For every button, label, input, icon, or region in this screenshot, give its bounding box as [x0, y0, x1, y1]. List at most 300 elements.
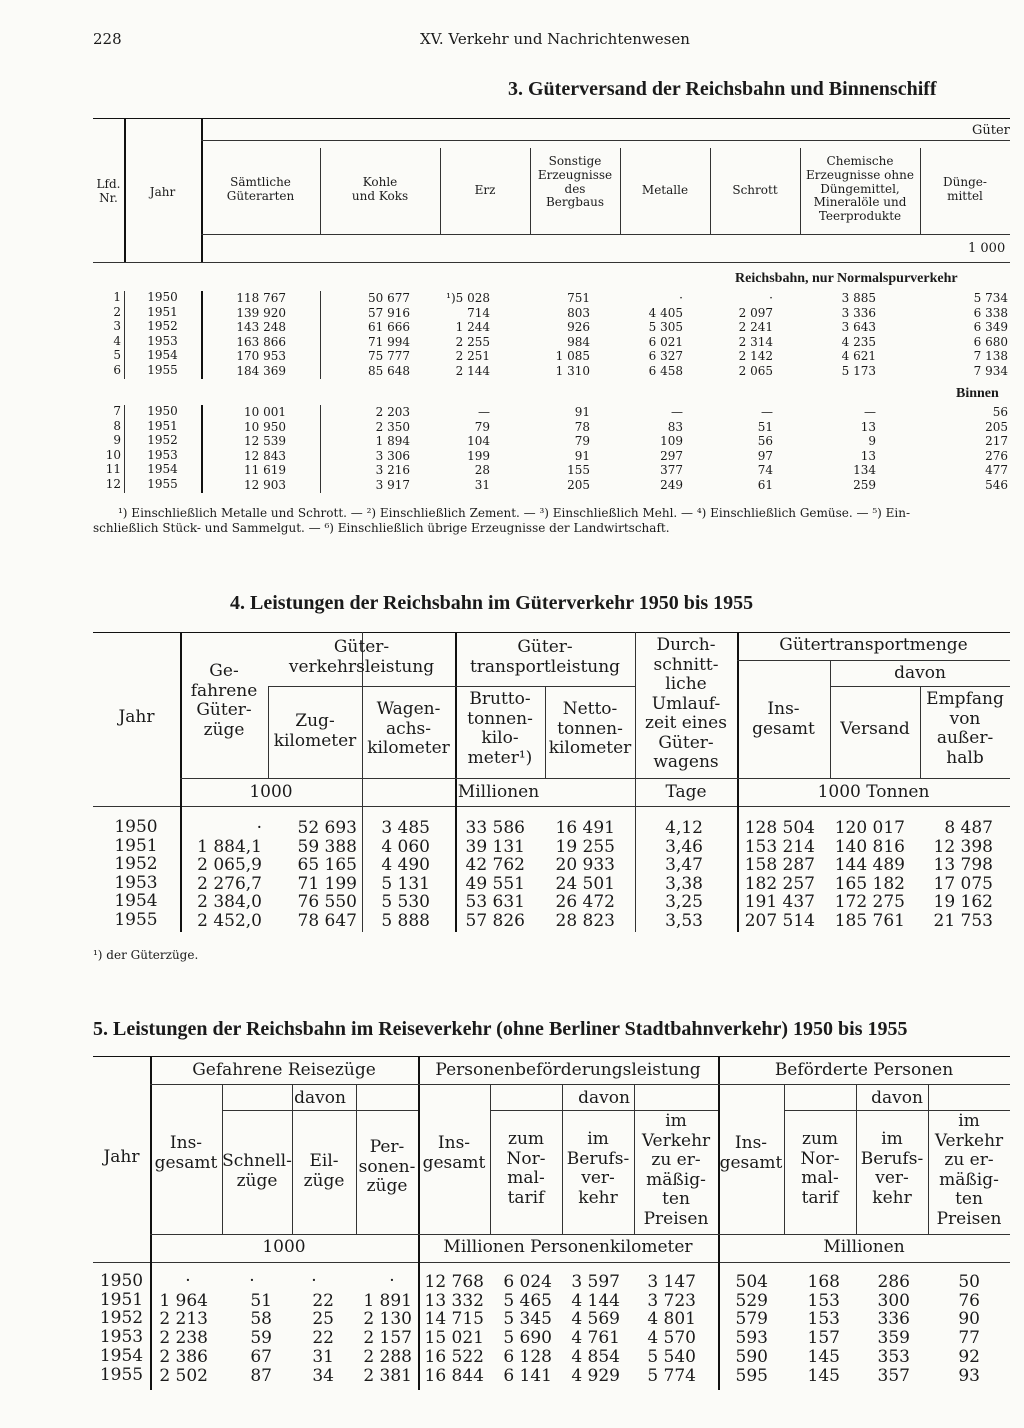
data-cell: 2 130: [363, 1309, 412, 1330]
header-c8: Dünge- mittel: [943, 175, 987, 203]
data-cell: 3,38: [665, 873, 703, 894]
header-normal-3: zum Nor- mal- tarif: [800, 1129, 840, 1208]
rule: [201, 140, 1010, 141]
data-cell: 170 953: [236, 349, 286, 364]
data-cell: 6 021: [648, 334, 683, 349]
data-cell: 595: [735, 1365, 768, 1386]
data-cell: 2 241: [738, 320, 773, 335]
data-cell: 2 251: [455, 349, 490, 364]
data-cell: 144 489: [834, 855, 905, 875]
data-cell: 56: [992, 405, 1008, 419]
header-lfd: Lfd. Nr.: [96, 177, 121, 205]
data-cell: —: [864, 405, 876, 419]
rule: [201, 234, 1010, 235]
data-cell: 16 522: [424, 1346, 484, 1367]
header-c5: Metalle: [641, 183, 689, 197]
data-cell: 3 336: [841, 305, 876, 320]
data-cell: 78 647: [297, 910, 357, 931]
data-cell: 12 903: [244, 478, 286, 492]
data-cell: 59: [250, 1328, 272, 1349]
data-cell: 6 458: [648, 364, 683, 378]
data-cell: —: [478, 405, 490, 419]
row-year: 1951: [114, 835, 158, 856]
row-year: 1955: [147, 477, 178, 491]
data-cell: —: [761, 405, 773, 419]
data-cell: 1 964: [159, 1290, 208, 1311]
row-year: 1954: [114, 891, 158, 911]
data-cell: 217: [985, 434, 1008, 449]
column-divider: [737, 632, 739, 932]
data-cell: 153: [807, 1290, 840, 1311]
data-cell: 76: [958, 1290, 980, 1311]
data-cell: 26 472: [555, 892, 615, 912]
data-cell: ¹)5 028: [446, 291, 490, 305]
header-ermaess-2: im Verkehr zu er- mäßig- ten Preisen: [641, 1111, 711, 1229]
data-cell: 5 530: [381, 892, 430, 912]
row-year: 1950: [147, 404, 178, 418]
data-cell: 51: [757, 419, 773, 434]
header-insg: Ins- gesamt: [752, 699, 815, 739]
footnote: ¹) der Güterzüge.: [93, 948, 199, 962]
rule: [222, 1110, 418, 1111]
data-cell: 91: [574, 448, 590, 463]
header-c7: Chemische Erzeugnisse ohne Düngemittel, Mineralöle und Teerprodukte: [806, 154, 914, 224]
group-header-gueter: Güter: [972, 123, 1010, 138]
row-year: 1952: [99, 1308, 144, 1329]
header-insg-3: Ins- gesamt: [719, 1133, 783, 1173]
data-cell: 3 917: [375, 478, 410, 492]
data-cell: 590: [735, 1346, 768, 1367]
header-insg-1: Ins- gesamt: [154, 1133, 218, 1173]
unit-tage: Tage: [665, 782, 707, 802]
data-cell: 3 723: [647, 1290, 696, 1311]
header-zugkm: Zug- kilometer: [273, 711, 357, 751]
data-cell: 1 884,1: [197, 836, 262, 857]
data-cell: 353: [877, 1346, 910, 1367]
row-lfd: 8: [113, 418, 121, 433]
header-schnell: Schnell- züge: [222, 1151, 292, 1191]
row-year: 1955: [147, 363, 178, 377]
rule: [150, 1084, 1010, 1085]
header-ermaess-3: im Verkehr zu er- mäßig- ten Preisen: [934, 1111, 1004, 1229]
data-cell: 2 157: [363, 1328, 412, 1349]
data-cell: 97: [757, 448, 773, 463]
data-cell: 1 310: [555, 364, 590, 378]
data-cell: 5 345: [503, 1309, 552, 1330]
rule: [93, 632, 1010, 633]
data-cell: 22: [312, 1290, 334, 1311]
data-cell: 336: [877, 1309, 910, 1330]
data-cell: 4 929: [571, 1365, 620, 1386]
data-cell: 3 147: [647, 1272, 696, 1292]
column-divider: [201, 405, 203, 493]
unit-1000: 1000: [262, 1237, 306, 1257]
data-cell: 3,53: [665, 910, 703, 931]
data-cell: 168: [807, 1272, 840, 1292]
row-lfd: 11: [105, 462, 121, 477]
data-cell: 1 085: [555, 349, 590, 364]
data-cell: 12 843: [244, 448, 286, 463]
row-year: 1955: [99, 1364, 144, 1385]
data-cell: 5 888: [381, 910, 430, 931]
header-jahr: Jahr: [149, 185, 176, 199]
data-cell: 51: [250, 1290, 272, 1311]
data-cell: 67: [250, 1346, 272, 1367]
data-cell: 2 314: [738, 334, 773, 349]
data-cell: 205: [985, 419, 1008, 434]
data-cell: 5 173: [841, 364, 876, 378]
data-cell: 3 597: [571, 1272, 620, 1292]
header-jahr: Jahr: [103, 1147, 140, 1167]
header-brutto: Brutto- tonnen- kilo- meter¹): [467, 689, 533, 768]
data-cell: 2 238: [159, 1328, 208, 1349]
data-cell: 5 305: [648, 320, 683, 335]
row-lfd: 4: [113, 333, 121, 348]
data-cell: 28: [474, 463, 490, 478]
data-cell: 7 138: [973, 349, 1008, 364]
data-cell: 546: [985, 478, 1008, 492]
rule: [455, 686, 635, 687]
data-cell: 155: [567, 463, 590, 478]
row-lfd: 12: [105, 477, 121, 491]
data-cell: 87: [250, 1365, 272, 1386]
data-cell: 16 844: [424, 1365, 484, 1386]
data-cell: 10 001: [244, 405, 286, 419]
header-c4: Sonstige Erzeugnisse des Bergbaus: [537, 154, 613, 210]
header-gtl: Güter- transportleistung: [469, 637, 621, 677]
data-cell: 2 203: [375, 405, 410, 419]
data-cell: 477: [985, 463, 1008, 478]
data-cell: 4 570: [647, 1328, 696, 1349]
data-cell: 61: [757, 478, 773, 492]
data-cell: 2 142: [738, 349, 773, 364]
data-cell: 12 398: [933, 836, 993, 857]
header-pers: Per- sonen- züge: [358, 1137, 416, 1197]
data-cell: 4 801: [647, 1309, 696, 1330]
data-cell: 65 165: [297, 855, 357, 875]
data-cell: 2 213: [159, 1309, 208, 1330]
data-cell: 593: [735, 1328, 768, 1349]
data-cell: ·: [679, 291, 683, 305]
data-cell: ·: [249, 1271, 255, 1291]
data-cell: 79: [574, 434, 590, 449]
data-cell: 140 816: [834, 836, 905, 857]
row-year: 1952: [147, 319, 178, 334]
data-cell: 5 690: [503, 1328, 552, 1349]
data-cell: 19 162: [933, 892, 993, 912]
data-cell: 93: [958, 1365, 980, 1386]
data-cell: 529: [735, 1290, 768, 1311]
data-cell: 9: [868, 434, 876, 449]
data-cell: 714: [467, 305, 490, 320]
row-lfd: 9: [113, 433, 121, 448]
row-year: 1954: [99, 1345, 144, 1366]
data-cell: 2 288: [363, 1346, 412, 1367]
header-beruf-3: im Berufs- ver- kehr: [860, 1129, 924, 1208]
header-c2: Kohle und Koks: [351, 175, 409, 203]
header-davon-1: davon: [294, 1088, 346, 1108]
header-gefahrene: Gefahrene Reisezüge: [192, 1060, 376, 1080]
data-cell: 3 485: [381, 818, 430, 838]
row-year: 1952: [114, 854, 158, 874]
data-cell: 77: [958, 1328, 980, 1349]
data-cell: 57 916: [368, 305, 410, 320]
data-cell: 3 643: [841, 320, 876, 335]
header-jahr: Jahr: [118, 707, 155, 727]
data-cell: 6 349: [973, 320, 1008, 335]
data-cell: 50: [958, 1272, 980, 1292]
column-divider: [150, 1056, 152, 1390]
data-cell: 14 715: [424, 1309, 484, 1330]
data-cell: 50 677: [368, 291, 410, 305]
data-cell: 153: [807, 1309, 840, 1330]
row-year: 1953: [99, 1327, 144, 1348]
data-cell: 34: [312, 1365, 334, 1386]
data-cell: 6 327: [648, 349, 683, 364]
data-cell: 28 823: [555, 910, 615, 931]
data-cell: 12 768: [424, 1272, 484, 1292]
data-cell: 74: [757, 463, 773, 478]
header-zuege: Ge- fahrene Güter- züge: [190, 661, 258, 740]
data-cell: 6 141: [503, 1365, 552, 1386]
data-cell: 205: [567, 478, 590, 492]
data-cell: 5 734: [973, 291, 1008, 305]
data-cell: 2 381: [363, 1365, 412, 1386]
data-cell: 75 777: [368, 349, 410, 364]
data-cell: 803: [567, 305, 590, 320]
column-divider: [718, 1056, 720, 1390]
data-cell: 4 854: [571, 1346, 620, 1367]
data-cell: 104: [467, 434, 490, 449]
data-cell: ·: [769, 291, 773, 305]
data-cell: 143 248: [236, 320, 286, 335]
data-cell: 13: [860, 419, 876, 434]
data-cell: 79: [474, 419, 490, 434]
row-year: 1951: [99, 1289, 144, 1310]
data-cell: 751: [567, 291, 590, 305]
data-cell: 5 540: [647, 1346, 696, 1367]
data-cell: 118 767: [236, 291, 286, 305]
data-cell: 76 550: [297, 892, 357, 912]
data-cell: 13 798: [933, 855, 993, 875]
header-normal-2: zum Nor- mal- tarif: [506, 1129, 546, 1208]
data-cell: 71 994: [368, 334, 410, 349]
data-cell: 57 826: [465, 910, 525, 931]
data-cell: ·: [311, 1271, 317, 1291]
row-lfd: 5: [113, 348, 121, 363]
data-cell: 3 306: [375, 448, 410, 463]
data-cell: 5 465: [503, 1290, 552, 1311]
data-cell: 5 131: [381, 873, 430, 894]
data-cell: 120 017: [834, 818, 905, 838]
data-cell: 16 491: [555, 818, 615, 838]
data-cell: 504: [735, 1272, 768, 1292]
data-cell: 90: [958, 1309, 980, 1330]
rule: [93, 118, 1010, 119]
data-cell: 20 933: [555, 855, 615, 875]
row-lfd: 2: [113, 304, 121, 319]
data-cell: 4,12: [665, 818, 703, 838]
data-cell: 2 065,9: [197, 855, 262, 875]
data-cell: ·: [389, 1271, 395, 1291]
column-divider: [124, 405, 125, 493]
header-c6: Schrott: [732, 183, 778, 197]
data-cell: 3 885: [841, 291, 876, 305]
rule: [180, 778, 1010, 779]
data-cell: 377: [660, 463, 683, 478]
data-cell: 4 490: [381, 855, 430, 875]
data-cell: 33 586: [465, 818, 525, 838]
data-cell: ·: [256, 818, 262, 838]
header-personenbefoerderung: Personenbeförderungsleistung: [435, 1060, 701, 1080]
footnote-line-2: schließlich Stück- und Sammelgut. — ⁶) Einschließlich übrige Erzeugnisse der Landwirtschaft.: [93, 521, 670, 535]
data-cell: 11 619: [244, 463, 286, 478]
data-cell: 2 384,0: [197, 892, 262, 912]
data-cell: 579: [735, 1309, 768, 1330]
table4-title: 4. Leistungen der Reichsbahn im Güterverkehr 1950 bis 1955: [230, 592, 754, 614]
data-cell: 182 257: [744, 873, 815, 894]
data-cell: 145: [807, 1365, 840, 1386]
data-cell: 78: [574, 419, 590, 434]
data-cell: 4 761: [571, 1328, 620, 1349]
unit-label: 1 000: [968, 241, 1006, 256]
data-cell: 25: [312, 1309, 334, 1330]
data-cell: 3,25: [665, 892, 703, 912]
data-cell: 3,47: [665, 855, 703, 875]
data-cell: 2 452,0: [197, 910, 262, 931]
data-cell: 8 487: [944, 818, 993, 838]
data-cell: 42 762: [465, 855, 525, 875]
data-cell: 85 648: [368, 364, 410, 378]
row-year: 1954: [147, 348, 178, 363]
data-cell: 4 621: [841, 349, 876, 364]
data-cell: 22: [312, 1328, 334, 1349]
data-cell: 259: [853, 478, 876, 492]
header-davon: davon: [894, 663, 946, 683]
rule: [737, 660, 1010, 661]
header-gtm: Gütertransportmenge: [779, 635, 968, 655]
data-cell: 56: [757, 434, 773, 449]
data-cell: 58: [250, 1309, 272, 1330]
rule: [93, 1262, 1010, 1263]
data-cell: 2 386: [159, 1346, 208, 1367]
data-cell: 276: [985, 448, 1008, 463]
data-cell: 6 128: [503, 1346, 552, 1367]
data-cell: 153 214: [744, 836, 815, 857]
rule: [150, 1234, 1010, 1235]
data-cell: 145: [807, 1346, 840, 1367]
data-cell: 61 666: [368, 320, 410, 335]
data-cell: 49 551: [465, 873, 525, 894]
data-cell: 1 894: [375, 434, 410, 449]
unit-1000: 1000: [249, 782, 293, 802]
data-cell: 13 332: [424, 1290, 484, 1311]
data-cell: 128 504: [744, 818, 815, 838]
data-cell: 59 388: [297, 836, 357, 857]
data-cell: 207 514: [744, 910, 815, 931]
data-cell: 31: [312, 1346, 334, 1367]
data-cell: 12 539: [244, 434, 286, 449]
header-befoerderte: Beförderte Personen: [774, 1060, 954, 1080]
header-davon-3: davon: [871, 1088, 923, 1108]
column-divider: [320, 291, 321, 379]
column-divider: [320, 405, 321, 493]
data-cell: 17 075: [933, 873, 993, 894]
header-umlauf: Durch- schnitt- liche Umlauf- zeit eines Güter- wagens: [645, 635, 727, 773]
data-cell: 4 569: [571, 1309, 620, 1330]
data-cell: 4 235: [841, 334, 876, 349]
rule: [93, 262, 1010, 263]
data-cell: 19 255: [555, 836, 615, 857]
column-divider: [201, 291, 203, 379]
data-cell: 2 276,7: [197, 873, 262, 894]
data-cell: 249: [660, 478, 683, 492]
header-c3: Erz: [474, 183, 496, 197]
data-cell: 984: [567, 334, 590, 349]
header-versand: Versand: [840, 719, 910, 739]
data-cell: 158 287: [744, 855, 815, 875]
header-wagkm: Wagen- achs- kilometer: [367, 699, 450, 759]
header-insg-2: Ins- gesamt: [422, 1133, 486, 1173]
row-year: 1951: [147, 304, 178, 319]
data-cell: 1 891: [363, 1290, 412, 1311]
row-year: 1954: [147, 462, 178, 477]
rule: [268, 686, 455, 687]
data-cell: 13: [860, 448, 876, 463]
rule: [93, 806, 1010, 807]
data-cell: 357: [877, 1365, 910, 1386]
data-cell: 91: [574, 405, 590, 419]
unit-millionen: Millionen: [823, 1237, 905, 1257]
data-cell: 83: [667, 419, 683, 434]
row-lfd: 10: [105, 447, 121, 462]
data-cell: 2 065: [738, 364, 773, 378]
table3-title: 3. Güterversand der Reichsbahn und Binnenschiff: [508, 78, 937, 100]
data-cell: 6 680: [973, 334, 1008, 349]
header-davon-2: davon: [578, 1088, 630, 1108]
data-cell: 5 774: [647, 1365, 696, 1386]
data-cell: 53 631: [465, 892, 525, 912]
data-cell: 15 021: [424, 1328, 484, 1349]
data-cell: 31: [474, 478, 490, 492]
data-cell: 3 216: [375, 463, 410, 478]
page-number: 228: [93, 30, 122, 48]
data-cell: 139 920: [236, 305, 286, 320]
row-year: 1950: [114, 817, 158, 837]
row-lfd: 6: [113, 363, 121, 377]
data-cell: 6 338: [973, 305, 1008, 320]
data-cell: 21 753: [933, 910, 993, 931]
section-reichsbahn: Reichsbahn, nur Normalspurverkehr: [735, 271, 958, 286]
header-netto: Netto- tonnen- kilometer: [548, 699, 632, 759]
data-cell: 2 502: [159, 1365, 208, 1386]
header-beruf-2: im Berufs- ver- kehr: [566, 1129, 630, 1208]
column-divider: [418, 1056, 420, 1390]
data-cell: 191 437: [744, 892, 815, 912]
data-cell: 3,46: [665, 836, 703, 857]
header-c1: Sämtliche Güterarten: [226, 175, 295, 203]
row-lfd: 7: [113, 404, 121, 418]
unit-millionen: Millionen: [457, 782, 540, 802]
data-cell: ·: [185, 1271, 191, 1291]
header-eil: Eil- züge: [303, 1151, 345, 1191]
data-cell: 297: [660, 448, 683, 463]
row-year: 1950: [99, 1271, 144, 1291]
data-cell: 92: [958, 1346, 980, 1367]
rule: [93, 1056, 1010, 1057]
row-year: 1950: [147, 290, 178, 304]
row-lfd: 1: [113, 290, 121, 304]
